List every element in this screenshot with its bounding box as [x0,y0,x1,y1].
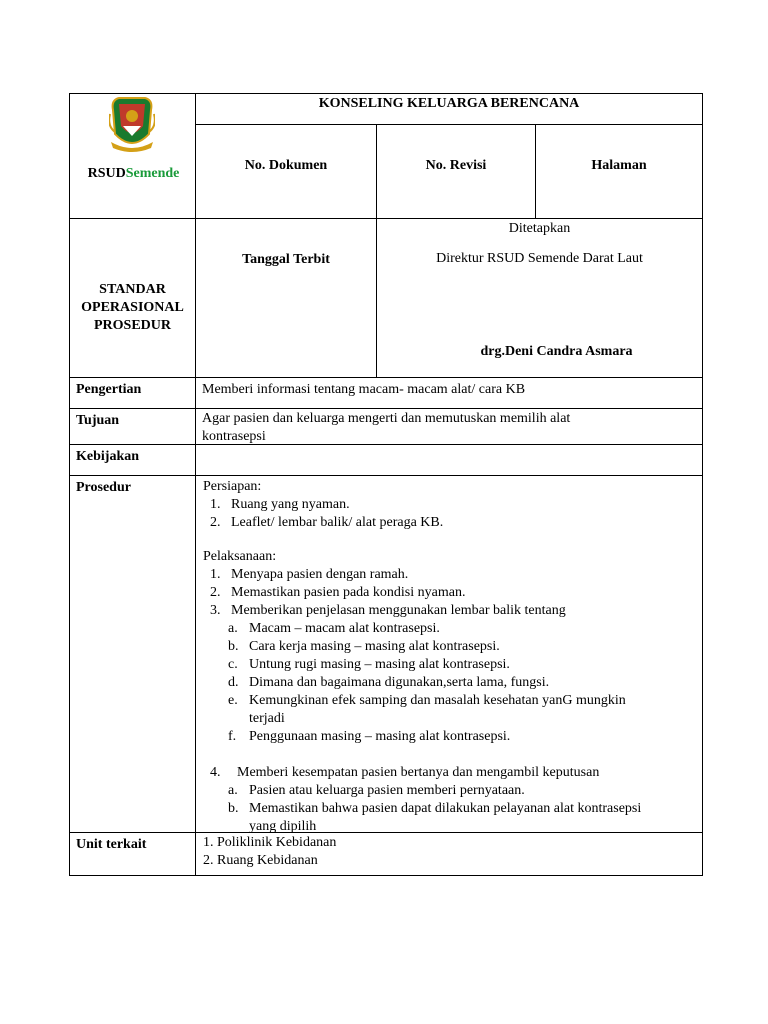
list-item [203,602,702,620]
no-dokumen-cell [195,124,377,219]
tanggal-terbit-cell [195,218,377,378]
sub-list-text: Cara kerja masing – masing alat kontrasepsi. [249,639,500,654]
list-text: Memberikan penjelasan menggunakan lembar balik tentang [231,603,566,618]
sub-list-text: Kemungkinan efek samping dan masalah kesehatan yanG mungkin [249,693,626,708]
list-text: Menyapa pasien dengan ramah. [231,567,409,582]
sop-document [69,93,703,876]
unit-terkait-label: Unit terkait [76,837,147,852]
kebijakan-value-cell [195,444,703,476]
sub-list-letter: a. [228,783,238,798]
persiapan-title: Persiapan: [203,479,262,494]
sub-list-3 [203,620,702,746]
regency-crest-icon [109,96,155,152]
kebijakan-label: Kebijakan [76,449,140,464]
ditetapkan-label: Ditetapkan [508,221,571,236]
sub-list-letter: a. [228,621,238,636]
document-title-text: KONSELING KELUARGA BERENCANA [318,96,580,111]
hospital-suffix: Semende [125,166,180,181]
sub-list-item [203,674,702,692]
list-item [203,584,702,602]
persiapan-list [203,496,702,532]
document-title [195,93,703,125]
list-item [203,566,702,584]
list-text: Leaflet/ lembar balik/ alat peraga KB. [231,515,444,530]
sub-list-letter: e. [228,693,238,708]
sop-line-1: STANDAR [99,282,166,297]
list-text: Ruang yang nyaman. [231,497,350,512]
sub-list-text-continuation: yang dipilih [249,819,317,834]
list-number: 4. [210,765,221,780]
sub-list-item [203,638,702,656]
halaman-label: Halaman [591,158,647,173]
unit-terkait-label-cell [69,832,196,876]
prosedur-value-cell [195,475,703,833]
sop-line-2: OPERASIONAL [81,300,184,315]
prosedur-label: Prosedur [76,480,131,495]
list-text: Memastikan pasien pada kondisi nyaman. [231,585,466,600]
no-revisi-cell [376,124,536,219]
sub-list-item [203,728,702,746]
hospital-name [70,165,197,183]
list-number: 1. [210,497,221,512]
sub-list-item [203,782,702,800]
pengertian-label-cell [69,377,196,409]
sub-list-text: Dimana dan bagaimana digunakan,serta lama, fungsi. [249,675,550,690]
sub-list-item [203,692,702,728]
tujuan-text-line-1: Agar pasien dan keluarga mengerti dan memutuskan memilih alat [202,411,571,426]
tanggal-terbit-label: Tanggal Terbit [242,252,330,267]
sub-list-4 [203,782,702,836]
tujuan-text-line-2: kontrasepsi [202,429,266,444]
sub-list-text: Penggunaan masing – masing alat kontrasepsi. [249,729,511,744]
sub-list-letter: d. [228,675,239,690]
prosedur-label-cell [69,475,196,833]
pengertian-value-cell [195,377,703,409]
sop-cell [69,218,196,378]
kebijakan-label-cell [69,444,196,476]
list-number: 2. [210,585,221,600]
no-dokumen-label: No. Dokumen [244,158,328,173]
ditetapkan-cell [376,218,703,378]
list-number: 1. [210,567,221,582]
list-item [203,514,702,532]
unit-terkait-item: 1. Poliklinik Kebidanan [203,835,337,850]
sub-list-letter: f. [228,729,237,744]
pengertian-label: Pengertian [76,382,142,397]
tujuan-label: Tujuan [76,413,120,428]
list-number: 2. [210,515,221,530]
sub-list-letter: b. [228,801,239,816]
hospital-cell [69,93,196,219]
pelaksanaan-title: Pelaksanaan: [203,549,277,564]
hospital-prefix: RSUD [87,166,126,181]
sub-list-text-continuation: terjadi [249,711,285,726]
sub-list-text: Untung rugi masing – masing alat kontrasepsi. [249,657,510,672]
sop-line-3: PROSEDUR [93,318,171,333]
list-item [203,496,702,514]
sub-list-letter: b. [228,639,239,654]
no-revisi-label: No. Revisi [425,158,487,173]
tujuan-label-cell [69,408,196,445]
halaman-cell [535,124,703,219]
list-text: Memberi kesempatan pasien bertanya dan mengambil keputusan [237,765,600,780]
unit-terkait-value-cell [195,832,703,876]
tujuan-value-cell [195,408,703,445]
list-number: 3. [210,603,221,618]
sub-list-item [203,800,702,836]
list-item [203,764,702,782]
sub-list-item [203,620,702,638]
signatory-name: drg.Deni Candra Asmara [480,344,633,359]
sub-list-letter: c. [228,657,238,672]
sub-list-text: Pasien atau keluarga pasien memberi pernyataan. [249,783,525,798]
pengertian-text: Memberi informasi tentang macam- macam alat/ cara KB [202,382,526,397]
direktur-title: Direktur RSUD Semende Darat Laut [436,251,643,266]
sub-list-item [203,656,702,674]
sub-list-text: Macam – macam alat kontrasepsi. [249,621,440,636]
pelaksanaan-list [203,566,702,620]
unit-terkait-item: 2. Ruang Kebidanan [203,853,318,868]
sub-list-text: Memastikan bahwa pasien dapat dilakukan pelayanan alat kontrasepsi [249,801,642,816]
